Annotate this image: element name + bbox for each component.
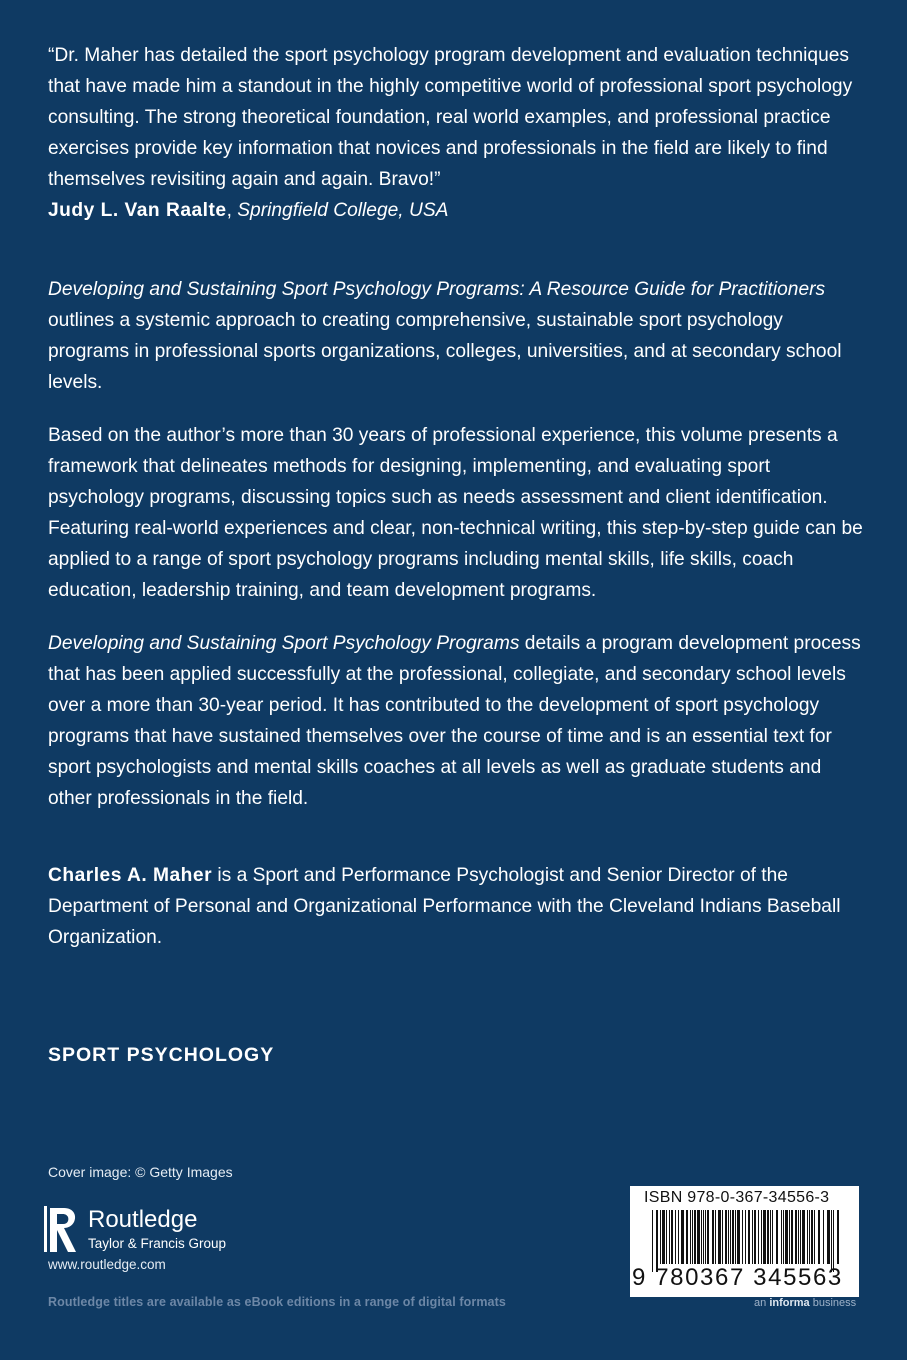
endorsement-quote: “Dr. Maher has detailed the sport psychology program development and evaluation techniques that have made him a standout in the highly competitive world of professional sport psychology consulting. The strong theoretical foundation, real world examples, and professional practice exercises provide key information that novices and professionals in the field are likely to find themselves revisiting again and again. Bravo!” xyxy=(48,45,853,190)
barcode-bar xyxy=(781,1210,782,1264)
description-paragraph-2 xyxy=(48,420,863,606)
barcode-bar xyxy=(745,1210,746,1264)
informa-prefix: an xyxy=(754,1297,767,1309)
author-bio-text: is a Sport and Performance Psychologist and Senior Director of the Department of Personal and Organizational Performance with the Cleveland Indians Baseball Organization. xyxy=(48,865,841,948)
barcode-bar xyxy=(770,1210,771,1264)
barcode-bar xyxy=(703,1210,704,1264)
barcode-bar xyxy=(681,1210,684,1264)
barcode-bar xyxy=(748,1210,750,1264)
informa-name: informa xyxy=(769,1297,810,1309)
barcode-bar xyxy=(761,1210,762,1264)
book-title-short: Developing and Sustaining Sport Psychology Programs xyxy=(48,633,520,654)
barcode-bar xyxy=(656,1210,658,1272)
barcode-bar xyxy=(742,1210,743,1264)
description-paragraph-3 xyxy=(48,628,863,814)
barcode-bar xyxy=(763,1210,766,1264)
endorsement-author: Judy L. Van Raalte xyxy=(48,200,227,221)
barcode-bar xyxy=(837,1210,839,1264)
barcode-bar xyxy=(831,1210,832,1272)
barcode-bar xyxy=(730,1210,731,1264)
barcode-bar xyxy=(701,1210,702,1264)
barcode-bar xyxy=(752,1210,753,1264)
subject-category: SPORT PSYCHOLOGY xyxy=(48,1044,275,1066)
barcode-bar xyxy=(798,1210,799,1264)
routledge-logo-icon xyxy=(44,1204,82,1256)
ebook-note: Routledge titles are available as eBook editions in a range of digital formats xyxy=(48,1295,506,1309)
barcode-bar xyxy=(662,1210,665,1264)
barcode-bar xyxy=(728,1210,729,1264)
barcode-bar xyxy=(827,1210,830,1264)
barcode-bar xyxy=(791,1210,793,1264)
publisher-logo xyxy=(44,1204,244,1256)
barcode-bar xyxy=(725,1210,727,1264)
barcode-bar xyxy=(783,1210,784,1264)
description-text-3: details a program development process that has been applied successfully at the professional, collegiate, and secondary school levels over a more than 30-year period. It has contributed to the development of sport psychology programs that have sustained themselves over the course of time and is an essential text for sport psychologists and mental skills coaches at all levels as well as graduate students and other professionals in the field. xyxy=(48,633,861,809)
barcode-bar xyxy=(772,1210,773,1264)
barcode-bar xyxy=(675,1210,676,1264)
barcode-bar xyxy=(722,1210,723,1264)
cover-credit: Cover image: © Getty Images xyxy=(48,1164,233,1180)
barcode-bar xyxy=(697,1210,700,1264)
barcode-bar xyxy=(694,1210,696,1264)
barcode-bar xyxy=(715,1210,716,1264)
isbn-label: ISBN 978-0-367-34556-3 xyxy=(644,1189,830,1206)
author-name: Charles A. Maher xyxy=(48,865,213,886)
barcode-bar xyxy=(823,1210,824,1264)
barcode-bar xyxy=(660,1210,661,1264)
barcode-bar xyxy=(666,1210,667,1264)
barcode-bar xyxy=(671,1210,673,1264)
informa-suffix: business xyxy=(812,1297,857,1309)
barcode-bar xyxy=(754,1210,756,1264)
barcode-bar xyxy=(809,1210,810,1264)
barcode-bar xyxy=(690,1210,691,1264)
back-cover-text xyxy=(48,40,863,975)
barcode-bar xyxy=(652,1210,653,1272)
barcode-bar xyxy=(735,1210,736,1264)
barcode-bar xyxy=(800,1210,801,1264)
barcode-bar xyxy=(776,1210,778,1264)
barcode-bar xyxy=(789,1210,790,1264)
barcode-bar xyxy=(833,1210,834,1272)
barcode-bar xyxy=(692,1210,693,1264)
barcode-bar xyxy=(811,1210,813,1264)
informa-business xyxy=(754,1297,856,1309)
book-title: Developing and Sustaining Sport Psychology Programs: A Resource Guide for Practitioners xyxy=(48,279,826,300)
barcode-bar xyxy=(818,1210,820,1264)
publisher-name: Routledge xyxy=(88,1206,198,1233)
barcode-bar xyxy=(814,1210,815,1264)
barcode-bar xyxy=(807,1210,808,1264)
endorsement: “Dr. Maher has detailed the sport psychology program development and evaluation techniques that have made him a standout in the highly competitive world of professional sport psychology consulting. The strong theoretical foundation, real world examples, and professional practice exercises provide key information that novices and professionals in the field are likely to find themselves revisiting again and again. Bravo!” Judy L. Van Raalte, Springfield College, USA xyxy=(48,45,853,221)
barcode-bar xyxy=(686,1210,688,1264)
barcode-bar xyxy=(795,1210,797,1264)
description-text-2: Based on the author’s more than 30 years of professional experience, this volume presents a framework that delineates methods for designing, implementing, and evaluating sport psychology programs, discussing topics such as needs assessment and client identification. Featuring real-world experiences and clear, non-technical writing, this step-by-step guide can be applied to a range of sport psychology programs including mental skills, life skills, coach education, leadership training, and team development programs. xyxy=(48,425,863,601)
barcode-bar xyxy=(705,1210,706,1264)
publisher-website[interactable]: www.routledge.com xyxy=(48,1257,166,1272)
description-paragraph-1 xyxy=(48,274,863,398)
barcode-digits: 9 780367 345563 xyxy=(632,1264,843,1291)
barcode-bar xyxy=(669,1210,670,1264)
barcode-bar xyxy=(718,1210,721,1264)
barcode-bar xyxy=(712,1210,714,1264)
barcode-bars xyxy=(644,1210,849,1272)
barcode-bar xyxy=(758,1210,759,1264)
barcode-bar xyxy=(802,1210,805,1264)
endorsement-affiliation: Springfield College, USA xyxy=(237,200,449,221)
publisher-group: Taylor & Francis Group xyxy=(88,1236,227,1251)
description-text-1: outlines a systemic approach to creating comprehensive, sustainable sport psychology programs in professional sports organizations, colleges, universities, and at secondary school levels. xyxy=(48,310,842,393)
isbn-barcode xyxy=(630,1186,859,1297)
barcode-bar xyxy=(737,1210,740,1264)
barcode-bar xyxy=(707,1210,709,1264)
barcode-bar xyxy=(767,1210,769,1264)
author-bio xyxy=(48,860,863,953)
barcode-bar xyxy=(678,1210,679,1264)
barcode-bar xyxy=(732,1210,734,1264)
barcode-bar xyxy=(785,1210,788,1264)
